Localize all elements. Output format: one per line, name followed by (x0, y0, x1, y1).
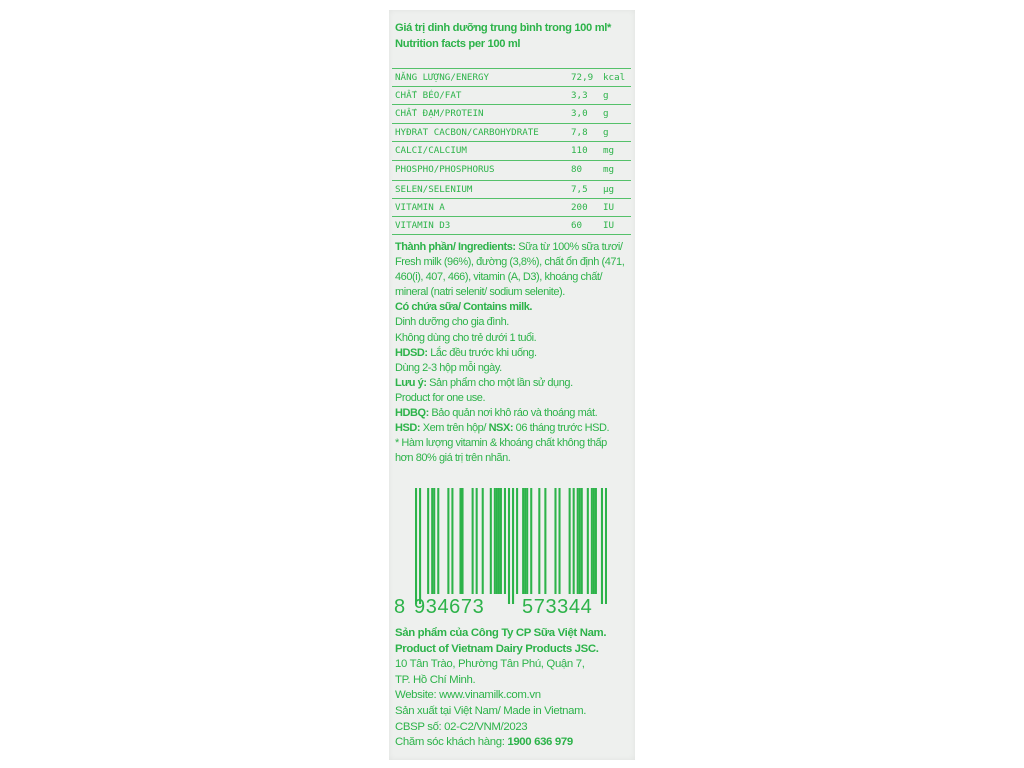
barcode-bar (415, 488, 417, 604)
nutrition-row-fat (392, 87, 631, 105)
hdbq-label: HDBQ: (395, 407, 429, 420)
barcode-bar (433, 488, 435, 594)
barcode-bar (496, 488, 498, 594)
barcode-bar (544, 488, 546, 594)
nutrient-name: PHOSPHO/PHOSPHORUS (395, 164, 495, 176)
barcode-bar (554, 488, 556, 594)
barcode-bar (472, 488, 474, 594)
address-line: 10 Tân Trào, Phường Tân Phú, Quận 7, (395, 658, 585, 671)
note-label: Lưu ý: (395, 376, 427, 389)
barcode-bar (490, 488, 492, 594)
ingredients-text: Sữa từ 100% sữa tươi/ (515, 241, 623, 253)
family-nutrition: Dinh dưỡng cho gia đình. (395, 316, 509, 329)
nutrient-unit: IU (603, 201, 615, 213)
barcode-bar (498, 488, 500, 594)
barcode-bar (504, 488, 506, 594)
nutrient-unit: g (603, 126, 609, 138)
barcode-bar (530, 488, 532, 594)
nutrient-amount: 110 (571, 144, 588, 156)
barcode-bar (587, 488, 589, 594)
ingredients-label: Thành phần/ Ingredients: (395, 241, 516, 253)
nutrient-unit: IU (603, 219, 615, 231)
nutrient-unit: mg (603, 144, 615, 156)
customer-care: Chăm sóc khách hàng: 1900 636 979 (395, 736, 573, 749)
nutrition-heading-en: Nutrition facts per 100 ml (395, 38, 521, 50)
note: Lưu ý: Sản phẩm cho một lần sử dụng. (395, 376, 573, 389)
barcode-bar (522, 488, 524, 594)
nutrition-row-selenium (392, 181, 631, 199)
barcode-bar (431, 488, 433, 594)
barcode-number (394, 596, 634, 619)
nutrient-unit: g (603, 108, 609, 120)
nutrient-unit: µg (603, 183, 615, 195)
barcode-bar (569, 488, 571, 594)
nutrient-name: VITAMIN A (395, 201, 445, 213)
barcode-bar (579, 488, 581, 594)
footnote: hơn 80% giá trị trên nhãn. (395, 452, 511, 465)
ingredients-line (395, 240, 635, 255)
barcode-bar (512, 488, 514, 604)
cbsp-number: CBSP số: 02-C2/VNM/2023 (395, 720, 528, 733)
barcode-bar (605, 488, 607, 604)
barcode-bar (593, 488, 595, 594)
nutrient-amount: 200 (571, 201, 588, 213)
nsx-label: NSX: (488, 422, 514, 435)
barcode-bar (577, 488, 579, 594)
nutrient-name: CALCI/CALCIUM (395, 144, 467, 156)
barcode-bar (508, 488, 510, 604)
nutrient-amount: 80 (571, 164, 583, 176)
barcode-bar (601, 488, 603, 604)
nutrition-heading (395, 20, 635, 52)
barcode-first-digit: 8 (394, 596, 406, 618)
ingredients-line: 460(i), 407, 466), vitamin (A, D3), khoáng chất/ (395, 271, 603, 284)
footnote: * Hàm lượng vitamin & khoáng chất không thấp (395, 437, 607, 450)
nutrient-name: CHẤT ĐẠM/PROTEIN (395, 108, 484, 120)
storage-instructions: HDBQ: Bảo quản nơi khô ráo và thoáng mát. (395, 407, 598, 420)
barcode-bar (581, 488, 583, 594)
barcode-bar (573, 488, 575, 594)
nutrition-row-protein (392, 105, 631, 123)
customer-care-phone: 1900 636 979 (507, 736, 573, 749)
ingredients-line: Fresh milk (96%), đường (3,8%), chất ổn định (471, (395, 256, 625, 269)
barcode-bar (500, 488, 502, 594)
barcode-bar (461, 488, 463, 594)
nutrient-unit: kcal (603, 72, 626, 83)
nutrition-row-energy (392, 69, 631, 87)
nutrition-row-calcium (392, 142, 631, 161)
barcode-bar (494, 488, 496, 594)
nutrient-amount: 3,3 (571, 90, 588, 102)
barcode-bar (595, 488, 597, 594)
barcode-bar (482, 488, 484, 594)
manufacturer-block (395, 626, 635, 751)
hsd-label: HSD: (395, 422, 421, 435)
nutrient-name: SELEN/SELENIUM (395, 183, 473, 195)
address-city: TP. Hồ Chí Minh. (395, 673, 476, 686)
barcode-bar (524, 488, 526, 594)
nutrient-amount: 3,0 (571, 108, 588, 120)
barcode-right-group: 573344 (522, 596, 593, 618)
age-warning: Không dùng cho trẻ dưới 1 tuổi. (395, 331, 537, 344)
one-use-note: Product for one use. (395, 391, 486, 404)
manufacturer-vi: Sản phẩm của Công Ty CP Sữa Việt Nam. (395, 627, 607, 639)
barcode-bar (516, 488, 518, 594)
nutrient-name: NĂNG LƯỢNG/ENERGY (395, 72, 490, 83)
nutrient-amount: 7,8 (571, 126, 588, 138)
nutrient-name: HYĐRAT CACBON/CARBOHYDRATE (395, 126, 539, 138)
barcode (415, 488, 607, 604)
barcode-left-group: 934673 (414, 596, 485, 618)
barcode-bar (558, 488, 560, 594)
made-in: Sản xuất tại Việt Nam/ Made in Vietnam. (395, 704, 587, 717)
nutrition-heading-vi: Giá trị dinh dưỡng trung bình trong 100 ml* (395, 22, 612, 34)
nutrition-table (392, 68, 631, 235)
nutrition-row-vitamin-a (392, 199, 631, 217)
barcode-bar (451, 488, 453, 594)
barcode-bar (526, 488, 528, 594)
barcode-bar (427, 488, 429, 594)
barcode-bar (591, 488, 593, 594)
expiry-info: HSD: Xem trên hộp/ NSX: 06 tháng trước HSD. (395, 422, 610, 435)
barcode-bar (419, 488, 421, 604)
contains-milk: Có chứa sữa/ Contains milk. (395, 301, 533, 314)
ingredients-block (395, 240, 635, 466)
nutrient-amount: 7,5 (571, 183, 588, 195)
nutrient-amount: 60 (571, 219, 583, 231)
dosage: Dùng 2-3 hộp mỗi ngày. (395, 361, 502, 374)
barcode-bar (437, 488, 439, 594)
nutrition-row-vitamin-d3 (392, 217, 631, 235)
usage-instructions: HDSD: Lắc đều trước khi uống. (395, 346, 537, 359)
barcode-bar (447, 488, 449, 594)
nutrition-row-phosphorus (392, 161, 631, 180)
nutrient-name: VITAMIN D3 (395, 219, 451, 231)
nutrition-row-carbohydrate (392, 124, 631, 142)
barcode-bar (459, 488, 461, 594)
barcode-bar (476, 488, 478, 594)
manufacturer-en: Product of Vietnam Dairy Products JSC. (395, 642, 599, 655)
nutrient-unit: g (603, 90, 609, 102)
ingredients-line: mineral (natri selenit/ sodium selenite). (395, 286, 565, 299)
milk-carton-side-panel (389, 10, 635, 760)
hdsd-label: HDSD: (395, 346, 428, 359)
nutrient-amount: 72,9 (571, 72, 594, 83)
barcode-bar (538, 488, 540, 594)
website: Website: www.vinamilk.com.vn (395, 689, 541, 702)
nutrient-unit: mg (603, 164, 615, 176)
nutrient-name: CHẤT BÉO/FAT (395, 90, 462, 102)
